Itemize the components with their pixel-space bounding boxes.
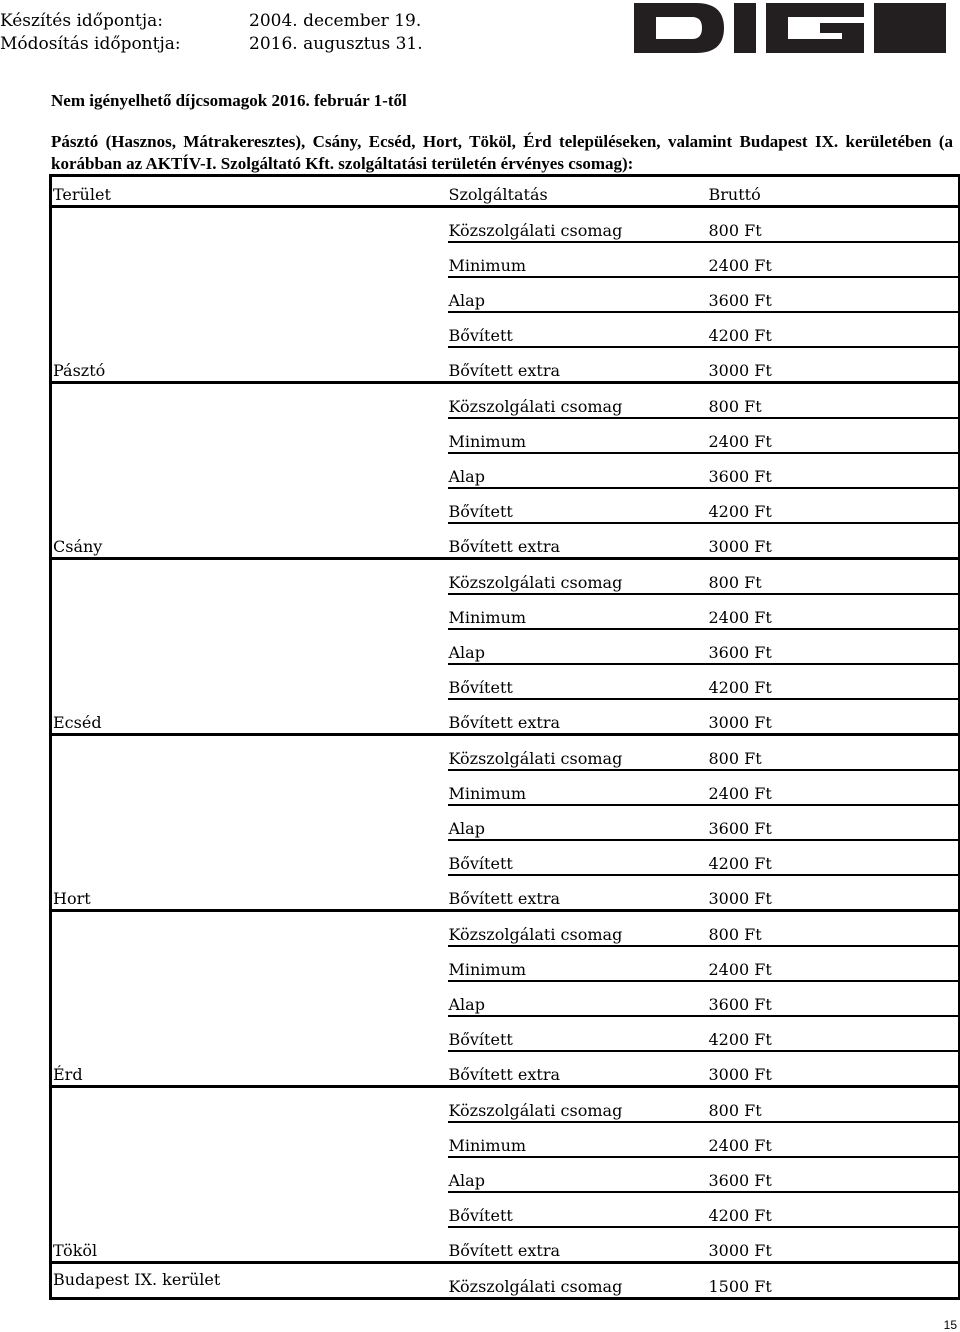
table-row [51, 383, 960, 419]
service-cell: Alap [448, 1157, 708, 1192]
price-cell: 3000 Ft [708, 875, 960, 911]
service-cell: Közszolgálati csomag [448, 559, 708, 595]
table-row [51, 207, 960, 243]
price-cell: 3600 Ft [708, 1157, 960, 1192]
created-date: 2004. december 19. [249, 11, 422, 31]
price-cell: 3600 Ft [708, 277, 960, 312]
service-cell: Közszolgálati csomag [448, 911, 708, 947]
price-cell: 800 Ft [708, 735, 960, 771]
service-cell: Bővített [448, 1192, 708, 1227]
area-cell: Pásztó [51, 207, 448, 383]
service-cell: Közszolgálati csomag [448, 1263, 708, 1299]
table-row [51, 559, 960, 595]
service-cell: Alap [448, 805, 708, 840]
price-cell: 800 Ft [708, 559, 960, 595]
service-cell: Alap [448, 629, 708, 664]
digi-logo [634, 3, 946, 53]
price-cell: 800 Ft [708, 207, 960, 243]
price-cell: 4200 Ft [708, 1016, 960, 1051]
price-cell: 3600 Ft [708, 805, 960, 840]
price-cell: 3000 Ft [708, 1227, 960, 1263]
document-meta [0, 10, 423, 56]
price-cell: 2400 Ft [708, 1122, 960, 1157]
service-cell: Minimum [448, 242, 708, 277]
page-number: 15 [943, 1318, 957, 1332]
service-cell: Minimum [448, 946, 708, 981]
price-cell: 4200 Ft [708, 840, 960, 875]
price-cell: 4200 Ft [708, 488, 960, 523]
modified-date: 2016. augusztus 31. [249, 34, 423, 54]
service-cell: Alap [448, 453, 708, 488]
service-cell: Közszolgálati csomag [448, 1087, 708, 1123]
service-cell: Minimum [448, 418, 708, 453]
area-cell: Hort [51, 735, 448, 911]
service-cell: Minimum [448, 1122, 708, 1157]
intro-paragraph: Pásztó (Hasznos, Mátrakeresztes), Csány, Ecséd, Hort, Tököl, Érd településeken, valamint Budapest IX. kerületében (a korábban az AKTÍV-I. Szolgáltató Kft. szolgáltatási területén érvényes csomag): [51, 132, 953, 173]
service-cell: Minimum [448, 770, 708, 805]
service-cell: Közszolgálati csomag [448, 735, 708, 771]
area-cell: Tököl [51, 1087, 448, 1263]
price-cell: 800 Ft [708, 383, 960, 419]
service-cell: Bővített extra [448, 1227, 708, 1263]
service-cell: Bővített extra [448, 347, 708, 383]
service-cell: Közszolgálati csomag [448, 207, 708, 243]
service-cell: Bővített extra [448, 875, 708, 911]
created-row [0, 10, 423, 33]
service-cell: Bővített [448, 1016, 708, 1051]
price-cell: 2400 Ft [708, 946, 960, 981]
price-cell: 3000 Ft [708, 699, 960, 735]
price-cell: 4200 Ft [708, 312, 960, 347]
area-cell: Budapest IX. kerület [51, 1263, 448, 1299]
table-row [51, 735, 960, 771]
price-cell: 800 Ft [708, 911, 960, 947]
price-cell: 4200 Ft [708, 1192, 960, 1227]
area-cell: Érd [51, 911, 448, 1087]
price-cell: 2400 Ft [708, 770, 960, 805]
modified-row [0, 33, 423, 56]
section-heading: Nem igényelhető díjcsomagok 2016. február 1-től [51, 91, 407, 110]
price-cell: 3600 Ft [708, 629, 960, 664]
table-body [51, 207, 960, 1299]
price-cell: 1500 Ft [708, 1263, 960, 1299]
price-cell: 2400 Ft [708, 242, 960, 277]
price-cell: 4200 Ft [708, 664, 960, 699]
area-cell: Ecséd [51, 559, 448, 735]
price-cell: 3000 Ft [708, 1051, 960, 1087]
created-label: Készítés időpontja: [0, 11, 164, 31]
area-cell: Csány [51, 383, 448, 559]
price-cell: 3600 Ft [708, 981, 960, 1016]
header-service: Szolgáltatás [448, 176, 708, 207]
table-header-row [51, 176, 960, 207]
price-cell: 3000 Ft [708, 523, 960, 559]
service-cell: Bővített [448, 664, 708, 699]
service-cell: Bővített extra [448, 1051, 708, 1087]
table-row [51, 1087, 960, 1123]
price-cell: 3000 Ft [708, 347, 960, 383]
service-cell: Bővített [448, 488, 708, 523]
service-cell: Bővített [448, 312, 708, 347]
service-cell: Bővített extra [448, 523, 708, 559]
service-cell: Alap [448, 981, 708, 1016]
header-area: Terület [51, 176, 448, 207]
service-cell: Bővített extra [448, 699, 708, 735]
service-cell: Bővített [448, 840, 708, 875]
table-row [51, 911, 960, 947]
modified-label: Módosítás időpontja: [0, 34, 181, 54]
service-cell: Alap [448, 277, 708, 312]
header-price: Bruttó [708, 176, 960, 207]
price-cell: 2400 Ft [708, 594, 960, 629]
table-row [51, 1263, 960, 1299]
price-cell: 800 Ft [708, 1087, 960, 1123]
service-cell: Közszolgálati csomag [448, 383, 708, 419]
price-cell: 2400 Ft [708, 418, 960, 453]
price-cell: 3600 Ft [708, 453, 960, 488]
price-table [49, 174, 960, 1300]
service-cell: Minimum [448, 594, 708, 629]
